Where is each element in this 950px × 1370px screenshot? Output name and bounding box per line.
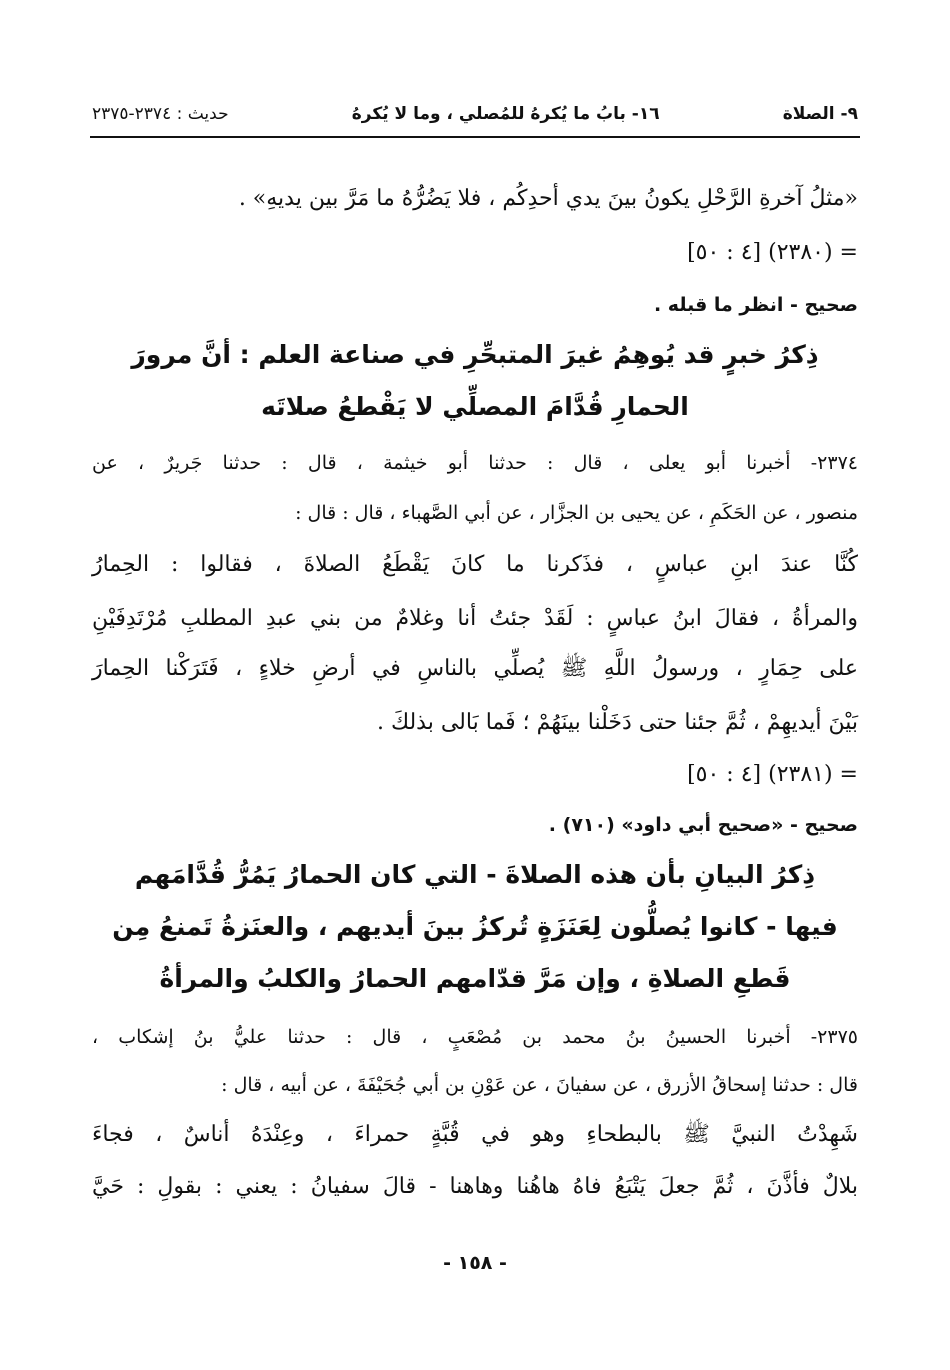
matn-line: والمرأةُ ، فقالَ ابنُ عباسٍ : لَقَدْ جئتُ أنا وغلامٌ من بني عبدِ المطلبِ مُرْتَدِفَيْنِ xyxy=(92,606,858,631)
page-number: - ١٥٨ - xyxy=(443,1252,507,1274)
matn-line: كُنَّا عندَ ابنِ عباسٍ ، فذَكرنا ما كانَ يَقْطَعُ الصلاةَ ، فقالوا : الحِمارُ xyxy=(92,552,858,577)
chapter-heading-line: قَطعِ الصلاةِ ، وإن مَرَّ قدّامهم الحمارُ والكلبُ والمرأةُ xyxy=(159,964,791,993)
isnad-line: منصور ، عن الحَكَمِ ، عن يحيى بن الجزَّار ، عن أبي الصَّهباء ، قال : قال : xyxy=(295,502,858,524)
chapter-heading-line: فيها - كانوا يُصلُّون لِعَنَزَةٍ تُركزُ بينَ أيديهم ، والعنَزةُ تَمنعُ مِن xyxy=(112,912,838,941)
section-title: ١٦- بابُ ما يُكرهُ للمُصلي ، وما لا يُكرهُ xyxy=(351,104,660,124)
chapter-heading-line: الحمارِ قُدَّامَ المصلِّي لا يَقْطعُ صلاتَه xyxy=(261,392,689,421)
matn-line: على حِمَارٍ ، ورسولُ اللَّهِ ﷺ يُصلِّي بالناسِ في أرضِ خلاءٍ ، فَتَرَكْنا الحِمارَ xyxy=(92,656,859,681)
matn-line: شَهِدْتُ النبيَّ ﷺ بالبطحاءِ وهو في قُبَّةٍ حمراءَ ، وعِنْدَهُ أناسٌ ، فجاءَ xyxy=(92,1122,858,1147)
isnad-line: ٢٣٧٥- أخبرنا الحسينُ بنُ محمد بن مُصْعَبٍ ، قال : حدثنا عليُّ بنُ إشكاب ، xyxy=(92,1026,858,1048)
matn-line: بَيْنَ أيديهِمْ ، ثُمَّ جئنا حتى دَخَلْنا بينَهُمْ ؛ فَما بَالى بذلكَ . xyxy=(376,710,858,735)
running-header xyxy=(92,96,858,132)
chapter-title: ٩- الصلاة xyxy=(782,104,858,124)
grading-line: صحيح - انظر ما قبله . xyxy=(653,294,858,316)
cross-reference: = (٢٣٨٠) [٤ : ٥٠] xyxy=(687,240,858,265)
chapter-heading-line: ذِكرُ خبرٍ قد يُوهِمُ غيرَ المتبحِّرِ في صناعة العلم : أنَّ مرورَ xyxy=(131,340,819,369)
isnad-line: قال : حدثنا إسحاقُ الأزرق ، عن سفيانَ ، عن عَوْنِ بن أبي جُحَيْفَةَ ، عن أبيه ، قال : xyxy=(221,1074,858,1096)
grading-line: صحيح - «صحيح أبي داود» (٧١٠) . xyxy=(548,814,858,836)
hadith-range: حديث : ٢٣٧٤-٢٣٧٥ xyxy=(92,104,229,124)
chapter-heading-line: ذِكرُ البيانِ بأن هذه الصلاةَ - التي كان الحمارُ يَمُرُّ قُدَّامَهم xyxy=(134,860,816,889)
isnad-line: ٢٣٧٤- أخبرنا أبو يعلى ، قال : حدثنا أبو خيثمة ، قال : حدثنا جَريرٌ ، عن xyxy=(92,452,858,474)
matn-line: بلالٌ فأذَّنَ ، ثُمَّ جعلَ يَتْبَعُ فاهُ هاهُنا وهاهنا - قالَ سفيانُ : يعني : بقولِ : حَيَّ xyxy=(92,1174,858,1199)
cross-reference: = (٢٣٨١) [٤ : ٥٠] xyxy=(687,762,858,787)
hadith-text-line: «مثلُ آخرةِ الرَّحْلِ يكونُ بينَ يدي أحدِكُم ، فلا يَضُرُّهُ ما مَرَّ بين يديهِ» . xyxy=(238,186,858,211)
header-rule xyxy=(90,136,860,138)
